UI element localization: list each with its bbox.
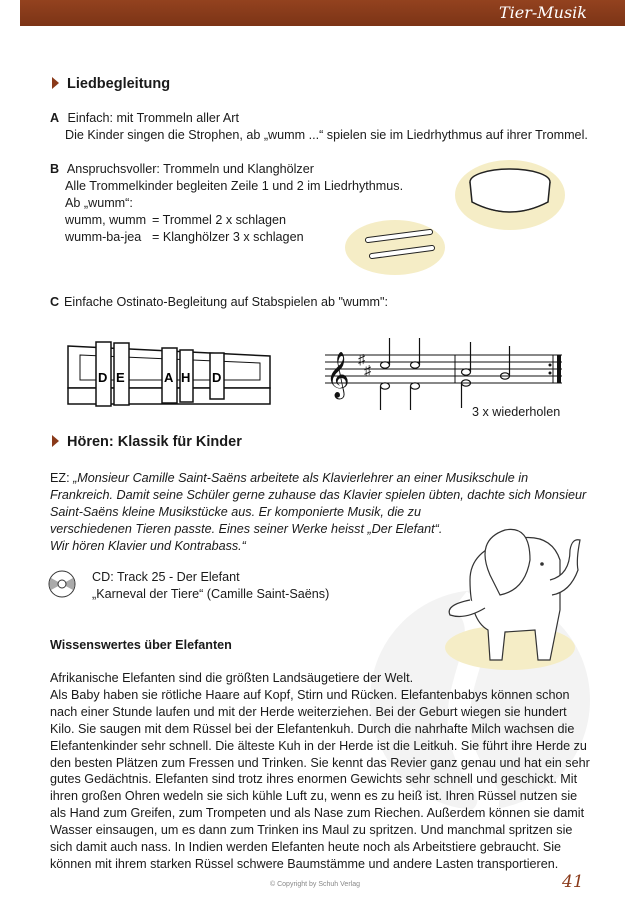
triangle-bullet-icon [52, 77, 59, 89]
option-c: C Einfache Ostinato-Begleitung auf Stabspielen ab "wumm": [50, 295, 388, 309]
copyright: © Copyright by Schuh Verlag [270, 881, 360, 888]
cd-track-info: CD: Track 25 - Der Elefant „Karneval der Tiere“ (Camille Saint-Saëns) [92, 570, 330, 601]
triangle-bullet-icon [52, 435, 59, 447]
option-b: B Anspruchsvoller: Trommeln und Klanghölzer Alle Trommelkinder begleiten Zeile 1 und 2 im Liedrhythmus. Ab „wumm“: wumm, wumm = Trommel 2 x schlagen wumm-ba-jea = Klanghölzer 3 x schlagen [50, 162, 404, 244]
sharp-icon: ♯ [364, 362, 371, 378]
page-number: 41 [562, 872, 584, 892]
facts-paragraph: Afrikanische Elefanten sind die größten Landsäugetiere der Welt. Als Baby haben sie rötliche Haare auf Kopf, Stirn und Rücken. Elefantenbabys können schon nach einer Stunde laufen und mit der Herde weiterziehen. Bei der Geburt wiegen sie hundert Kilo. Sie saugen mit dem Rüssel bei der Elefantenkuh. Durch die nahrhafte Milch wachsen die Elefantenkinder sehr schnell. Die älteste Kuh in der Herde ist die Leitkuh. Sie führt ihre Herde zu den besten Plätzen zum Fressen und Trinken. Sie kennt das Revier ganz genau und hat ein sehr gutes Gedächtnis. Elefanten sind trotz ihres enormen Gewichts sehr schnell und geschickt. Mit ihren großen Ohren wedeln sie sich kühle Luft zu, wenn es zu heiß ist. Ihren Rüssel nutzen sie als Hand zum Greifen, zum Trompeten und als Nase zum Riechen. Außerdem können sie damit Wasser einsaugen, um es dann zum Trinken ins Maul zu spritzen. Und manchmal spritzen sie sich damit auch nass. In Indien werden Elefanten heute noch als Arbeitstiere gebraucht. Sie können mit ihrem starken Rüssel schwere Baumstämme und andere Lasten transportieren. [50, 671, 590, 871]
section-heading-liedbegleitung: Liedbegleitung [52, 76, 170, 92]
section-heading-hoeren: Hören: Klassik für Kinder [52, 434, 242, 450]
cd-icon [48, 570, 78, 600]
xylophone-illustration [60, 330, 290, 410]
option-a: A Einfach: mit Trommeln aller Art Die Kinder singen die Strophen, ab „wumm ...“ spielen sie im Liedrhythmus auf ihrer Trommel. [50, 111, 588, 142]
ez-paragraph: EZ: „Monsieur Camille Saint-Saëns arbeitete als Klavierlehrer an einer Musikschule in Frankreich. Damit seine Schüler gerne zuhause das Klavier spielen übten, dachte sich Monsieur Saint-Saëns kleine Musikstücke aus. Er komponierte Musik, die zu verschiedenen Tieren passte. Eines seiner Werke heisst „Der Elefant“. Wir hören Klavier und Kontrabass.“ [50, 471, 587, 553]
bar-note: A [164, 370, 174, 385]
bar-note: D [212, 370, 222, 385]
bar-note: D [98, 370, 108, 385]
sharp-icon: ♯ [358, 351, 365, 367]
header-bar [20, 0, 625, 26]
drum-icon [462, 160, 562, 230]
facts-heading: Wissenswertes über Elefanten [50, 638, 232, 652]
header-title: Tier-Musik [498, 3, 587, 22]
bar-note: H [181, 370, 191, 385]
treble-clef-icon: 𝄞 [326, 352, 350, 398]
bar-note: E [116, 370, 125, 385]
music-staff [300, 330, 580, 410]
elephant-illustration [430, 520, 590, 665]
repeat-text: 3 x wiederholen [472, 405, 561, 419]
